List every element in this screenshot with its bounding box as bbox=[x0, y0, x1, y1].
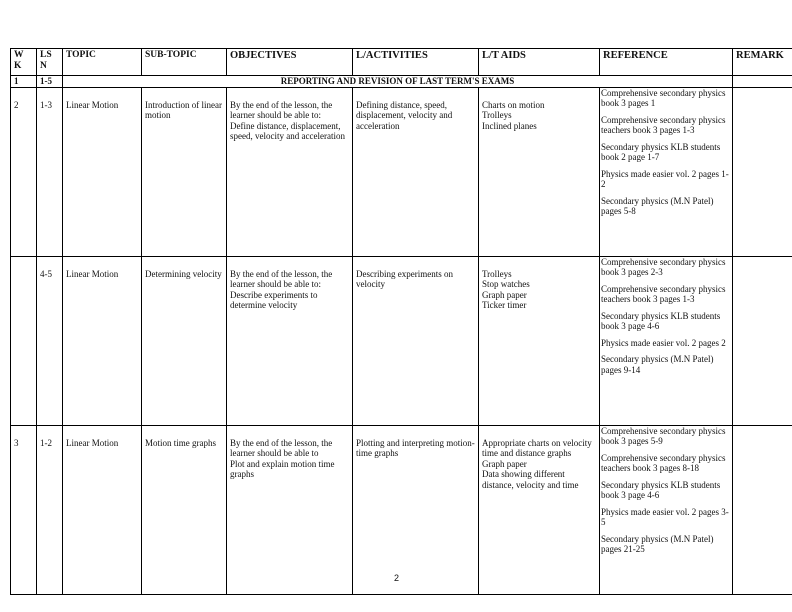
topic-cell bbox=[63, 256, 142, 425]
reference-item: Comprehensive secondary physics teachers book 3 pages 8-18 bbox=[601, 452, 726, 473]
wk-cell bbox=[11, 256, 37, 425]
topic-cell bbox=[63, 425, 142, 594]
reference-item: Physics made easier vol. 2 pages 3-5 bbox=[601, 506, 729, 527]
cell-text: Graph paper bbox=[482, 289, 527, 300]
reference-item: Secondary physics (M.N Patel) pages 9-14 bbox=[601, 354, 714, 375]
cell-text: 3 bbox=[14, 437, 19, 448]
reference-item: Secondary physics (M.N Patel) pages 5-8 bbox=[601, 195, 714, 216]
cell-text: By the end of the lesson, the learner should be able to bbox=[230, 437, 333, 458]
objectives-cell bbox=[227, 87, 353, 256]
reference-item: Secondary physics KLB students book 3 page 4-6 bbox=[601, 479, 721, 500]
cell-text: Defining distance, speed, displacement, velocity and acceleration bbox=[356, 99, 453, 131]
header-topic: TOPIC bbox=[63, 49, 142, 76]
reference-item: Physics made easier vol. 2 pages 2 bbox=[601, 337, 726, 348]
reference-item: Comprehensive secondary physics book 3 pages 2-3 bbox=[601, 256, 726, 277]
lsn-cell: 1-5 bbox=[37, 76, 63, 88]
scheme-of-work-table bbox=[10, 48, 792, 595]
header-row bbox=[11, 49, 792, 76]
table-row bbox=[11, 256, 792, 425]
subtopic-cell bbox=[142, 87, 227, 256]
reference-item: Physics made easier vol. 2 pages 1-2 bbox=[601, 168, 729, 189]
objectives-cell bbox=[227, 256, 353, 425]
cell-text: Describe experiments to determine velocity bbox=[230, 289, 318, 310]
header-reference: REFERENCE bbox=[600, 49, 733, 76]
cell-text: Define distance, displacement, speed, velocity and acceleration bbox=[230, 120, 345, 141]
cell-text: Determining velocity bbox=[145, 268, 222, 279]
activities-cell bbox=[353, 256, 479, 425]
aids-cell bbox=[479, 425, 600, 594]
lsn-cell bbox=[37, 425, 63, 594]
cell-text: Linear Motion bbox=[66, 99, 119, 110]
header-wk: W K bbox=[11, 49, 37, 76]
remark-cell bbox=[733, 256, 792, 425]
reference-cell bbox=[600, 256, 733, 425]
cell-text: 1-2 bbox=[40, 437, 52, 448]
table-row bbox=[11, 87, 792, 256]
reference-item: Comprehensive secondary physics book 3 pages 1 bbox=[601, 87, 726, 108]
lsn-cell bbox=[37, 87, 63, 256]
header-aids: L/T AIDS bbox=[479, 49, 600, 76]
revision-row bbox=[11, 76, 792, 88]
wk-cell: 1 bbox=[11, 76, 37, 88]
cell-text: Stop watches bbox=[482, 279, 530, 289]
cell-text: Charts on motion bbox=[482, 99, 545, 110]
subtopic-cell bbox=[142, 256, 227, 425]
cell-text: 4-5 bbox=[40, 268, 52, 279]
reference-item: Secondary physics (M.N Patel) pages 21-25 bbox=[601, 533, 714, 554]
aids-cell bbox=[479, 256, 600, 425]
cell-text: Motion time graphs bbox=[145, 437, 216, 448]
cell-text: Plot and explain motion time graphs bbox=[230, 458, 335, 479]
remark-cell bbox=[733, 76, 792, 88]
subtopic-cell bbox=[142, 425, 227, 594]
aids-cell bbox=[479, 87, 600, 256]
cell-text: By the end of the lesson, the learner should be able to: bbox=[230, 99, 333, 120]
cell-text: Trolleys bbox=[482, 110, 512, 120]
cell-text: Describing experiments on velocity bbox=[356, 268, 453, 289]
reference-item: Comprehensive secondary physics teachers book 3 pages 1-3 bbox=[601, 114, 726, 135]
wk-cell bbox=[11, 425, 37, 594]
objectives-cell bbox=[227, 425, 353, 594]
cell-text: Trolleys bbox=[482, 268, 512, 279]
cell-text: Inclined planes bbox=[482, 120, 537, 131]
remark-cell bbox=[733, 87, 792, 256]
activities-cell bbox=[353, 87, 479, 256]
cell-text: By the end of the lesson, the learner should be able to: bbox=[230, 268, 333, 289]
header-subtopic: SUB-TOPIC bbox=[142, 49, 227, 76]
header-lsn: LS N bbox=[37, 49, 63, 76]
reference-item: Comprehensive secondary physics teachers book 3 pages 1-3 bbox=[601, 283, 726, 304]
reference-cell bbox=[600, 425, 733, 594]
lsn-cell bbox=[37, 256, 63, 425]
header-remark: REMARK bbox=[733, 49, 792, 76]
cell-text: Graph paper bbox=[482, 458, 527, 469]
table-row bbox=[11, 425, 792, 594]
topic-cell bbox=[63, 87, 142, 256]
remark-cell bbox=[733, 425, 792, 594]
reference-item: Secondary physics KLB students book 2 page 1-7 bbox=[601, 141, 721, 162]
cell-text: 2 bbox=[14, 99, 19, 110]
revision-text: REPORTING AND REVISION OF LAST TERM'S EXAMS bbox=[63, 76, 733, 88]
cell-text: Ticker timer bbox=[482, 300, 527, 310]
cell-text: Linear Motion bbox=[66, 437, 119, 448]
header-objectives: OBJECTIVES bbox=[227, 49, 353, 76]
cell-text: Data showing different distance, velocity and time bbox=[482, 469, 579, 490]
reference-item: Comprehensive secondary physics book 3 pages 5-9 bbox=[601, 425, 726, 446]
cell-text: Linear Motion bbox=[66, 268, 119, 279]
activities-cell bbox=[353, 425, 479, 594]
reference-cell bbox=[600, 87, 733, 256]
cell-text: Appropriate charts on velocity time and distance graphs bbox=[482, 437, 592, 458]
page-number: 2 bbox=[394, 573, 400, 583]
wk-cell bbox=[11, 87, 37, 256]
header-activities: L/ACTIVITIES bbox=[353, 49, 479, 76]
cell-text: Introduction of linear motion bbox=[145, 99, 222, 120]
cell-text: Plotting and interpreting motion-time graphs bbox=[356, 437, 475, 458]
cell-text: 1-3 bbox=[40, 99, 52, 110]
reference-item: Secondary physics KLB students book 3 page 4-6 bbox=[601, 310, 721, 331]
